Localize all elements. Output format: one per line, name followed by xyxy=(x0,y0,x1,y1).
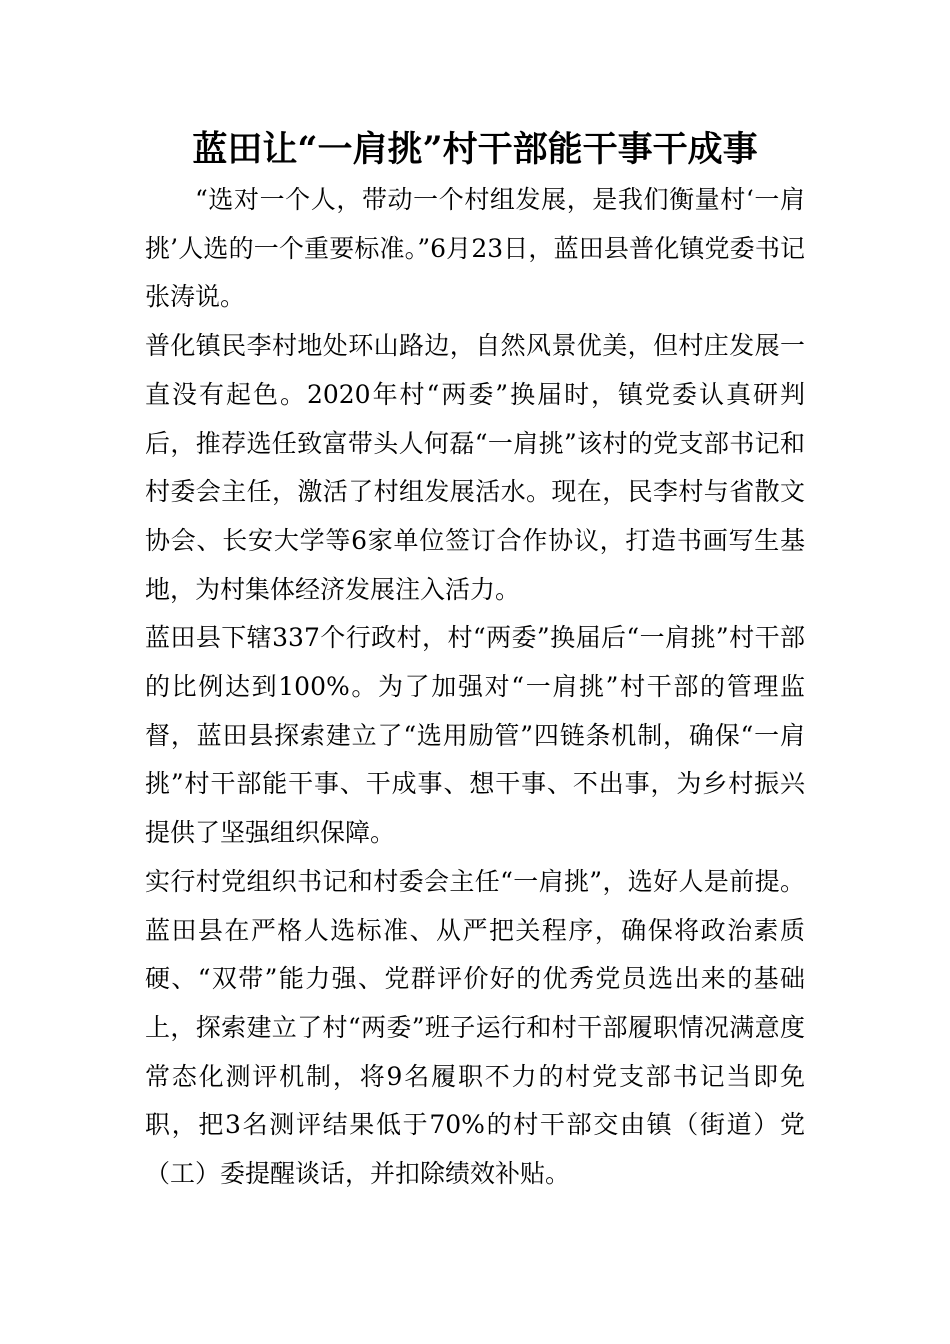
document-title: 蓝田让“一肩挑”村干部能干事干成事 xyxy=(192,129,758,170)
paragraph-1: “选对一个人，带动一个村组发展，是我们衡量村‘一肩挑’人选的一个重要标准。”6月23日，蓝田县普化镇党委书记张涛说。 xyxy=(145,185,805,312)
paragraph-2: 普化镇民李村地处环山路边，自然风景优美，但村庄发展一直没有起色。2020年村“两委”换届时，镇党委认真研判后，推荐选任致富带头人何磊“一肩挑”该村的党支部书记和村委会主任，激活了村组发展活水。现在，民李村与省散文协会、长安大学等6家单位签订合作协议，打造书画写生基地，为村集体经济发展注入活力。 xyxy=(145,331,805,604)
paragraph-4: 实行村党组织书记和村委会主任“一肩挑”，选好人是前提。蓝田县在严格人选标准、从严把关程序，确保将政治素质硬、“双带”能力强、党群评价好的优秀党员选出来的基础上，探索建立了村“两委”班子运行和村干部履职情况满意度常态化测评机制，将9名履职不力的村党支部书记当即免职，把3名测评结果低于70%的村干部交由镇（街道）党（工）委提醒谈话，并扣除绩效补贴。 xyxy=(145,866,805,1189)
document-body xyxy=(145,176,805,1199)
paragraph-3: 蓝田县下辖337个行政村，村“两委”换届后“一肩挑”村干部的比例达到100%。为了加强对“一肩挑”村干部的管理监督，蓝田县探索建立了“选用励管”四链条机制，确保“一肩挑”村干部能干事、干成事、想干事、不出事，为乡村振兴提供了坚强组织保障。 xyxy=(145,623,805,848)
